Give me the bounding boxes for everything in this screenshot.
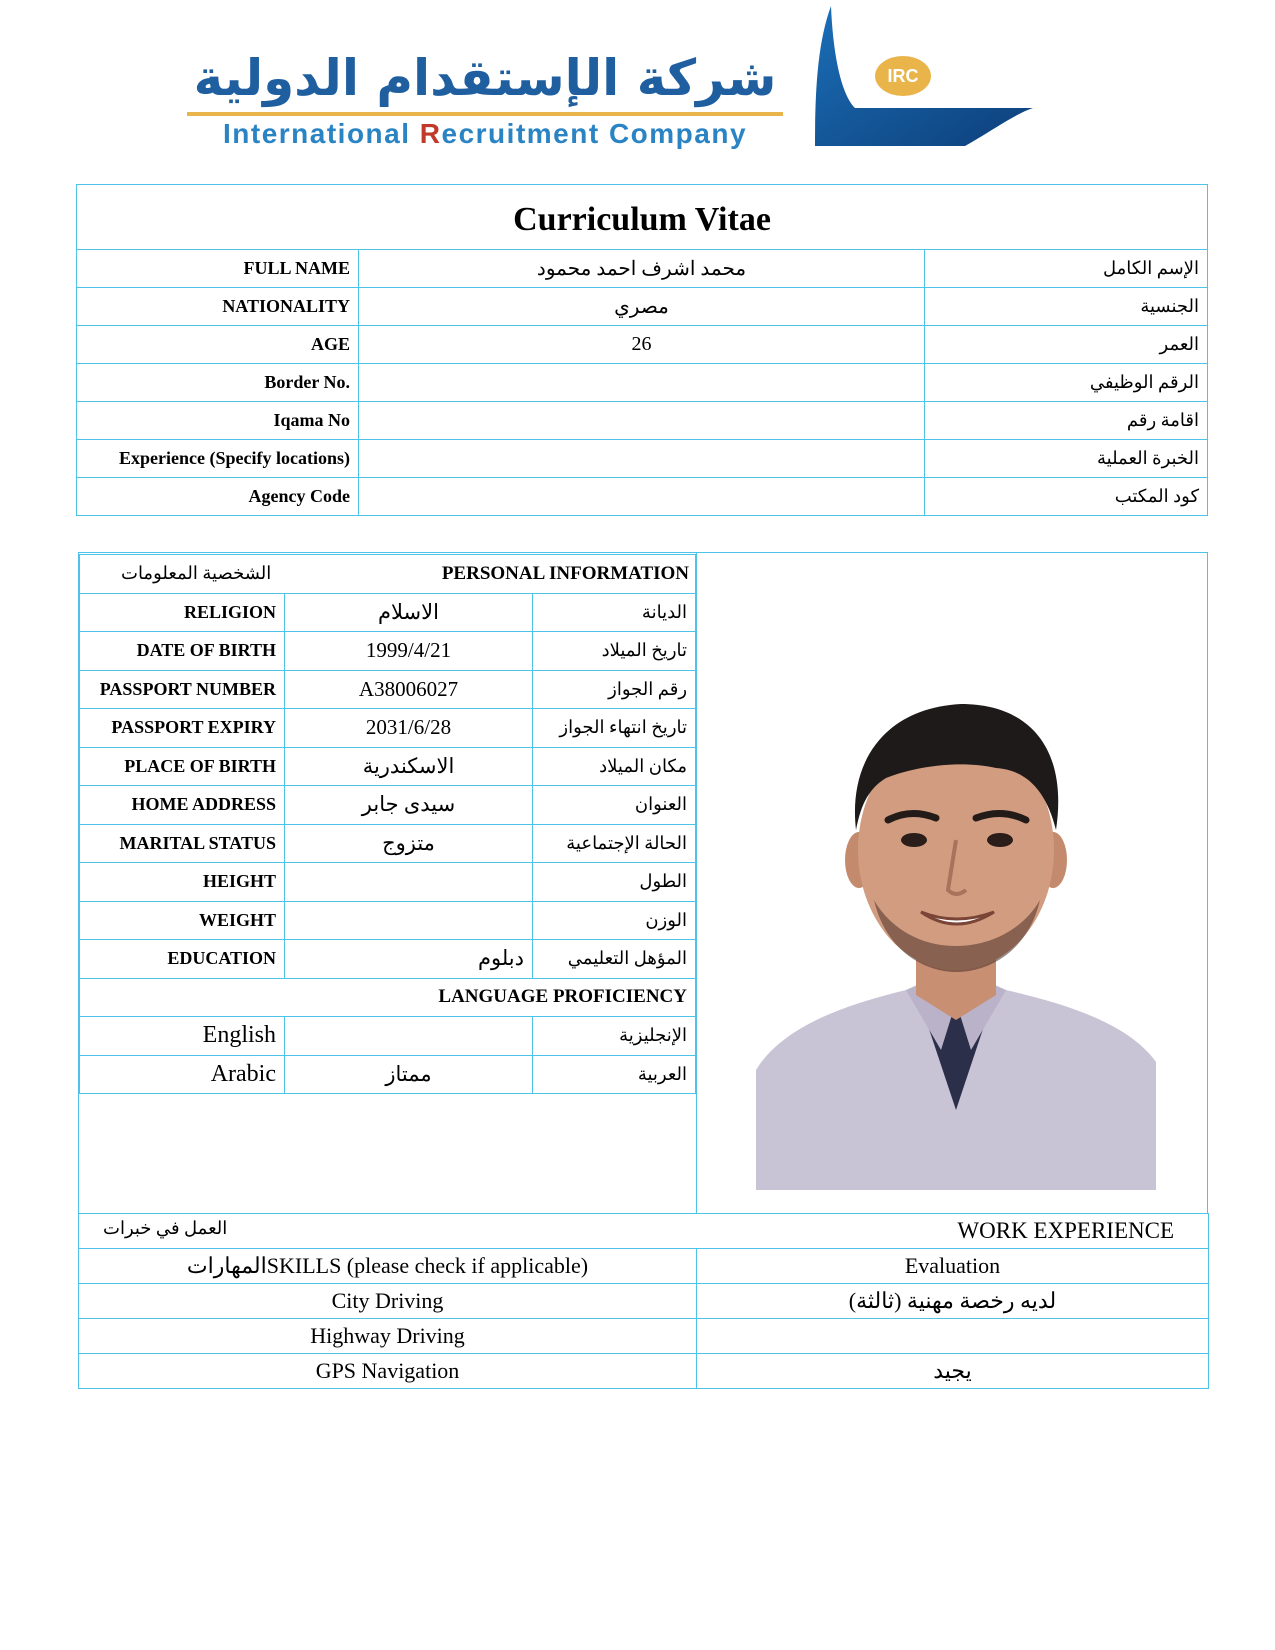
border-no-label-ar: الرقم الوظيفي [925, 364, 1208, 402]
height-label-ar: الطول [533, 863, 696, 902]
full-name-value: محمد اشرف احمد محمود [359, 250, 925, 288]
iqama-no-value [359, 402, 925, 440]
iqama-no-label-ar: اقامة رقم [925, 402, 1208, 440]
table-row [77, 478, 1208, 516]
table-row [77, 440, 1208, 478]
table-row [77, 402, 1208, 440]
language-arabic-label-ar: العربية [533, 1055, 696, 1094]
full-name-label-ar: الإسم الكامل [925, 250, 1208, 288]
border-no-label: Border No. [77, 364, 359, 402]
language-arabic-value: ممتاز [285, 1055, 533, 1094]
date-of-birth-label-ar: تاريخ الميلاد [533, 632, 696, 671]
nationality-label-ar: الجنسية [925, 288, 1208, 326]
experience-label-ar: الخبرة العملية [925, 440, 1208, 478]
education-label-ar: المؤهل التعليمي [533, 940, 696, 979]
language-english-label-ar: الإنجليزية [533, 1017, 696, 1056]
nationality-value: مصري [359, 288, 925, 326]
place-of-birth-label-ar: مكان الميلاد [533, 747, 696, 786]
skill-city-driving: City Driving [79, 1284, 697, 1319]
weight-label: WEIGHT [80, 901, 285, 940]
education-value: دبلوم [285, 940, 533, 979]
agency-code-value [359, 478, 925, 516]
work-experience-header-ar: العمل في خبرات [103, 1218, 228, 1238]
personal-info-table [79, 554, 696, 1094]
passport-number-label: PASSPORT NUMBER [80, 670, 285, 709]
passport-expiry-value: 2031/6/28 [285, 709, 533, 748]
religion-label: RELIGION [80, 593, 285, 632]
table-row [80, 709, 696, 748]
passport-number-value: A38006027 [285, 670, 533, 709]
table-row [80, 1017, 696, 1056]
table-row [80, 1055, 696, 1094]
skill-highway-driving-evaluation [697, 1319, 1209, 1354]
skill-gps-navigation-evaluation: يجيد [697, 1354, 1209, 1389]
weight-value [285, 901, 533, 940]
cv-title: Curriculum Vitae [77, 185, 1208, 250]
skill-highway-driving: Highway Driving [79, 1319, 697, 1354]
passport-number-label-ar: رقم الجواز [533, 670, 696, 709]
language-english-label: English [80, 1017, 285, 1056]
table-row [80, 786, 696, 825]
passport-expiry-label: PASSPORT EXPIRY [80, 709, 285, 748]
language-arabic-label: Arabic [80, 1055, 285, 1094]
marital-status-label: MARITAL STATUS [80, 824, 285, 863]
language-english-value [285, 1017, 533, 1056]
height-label: HEIGHT [80, 863, 285, 902]
table-row [80, 747, 696, 786]
place-of-birth-label: PLACE OF BIRTH [80, 747, 285, 786]
skills-header: المهاراتSKILLS (please check if applicable) [79, 1249, 697, 1284]
language-proficiency-header: LANGUAGE PROFICIENCY [80, 978, 696, 1017]
personal-info-header [80, 555, 696, 594]
table-row [77, 364, 1208, 402]
table-row [80, 901, 696, 940]
date-of-birth-label: DATE OF BIRTH [80, 632, 285, 671]
agency-code-label: Agency Code [77, 478, 359, 516]
work-experience-header-en: WORK EXPERIENCE [957, 1218, 1174, 1243]
border-no-value [359, 364, 925, 402]
table-row [77, 288, 1208, 326]
table-row [79, 1319, 1209, 1354]
iqama-no-label: Iqama No [77, 402, 359, 440]
skill-city-driving-evaluation: لديه رخصة مهنية (ثالثة) [697, 1284, 1209, 1319]
table-row [80, 632, 696, 671]
age-value: 26 [359, 326, 925, 364]
experience-value [359, 440, 925, 478]
weight-label-ar: الوزن [533, 901, 696, 940]
work-experience-header [79, 1214, 1209, 1249]
table-row [77, 250, 1208, 288]
home-address-label: HOME ADDRESS [80, 786, 285, 825]
marital-status-value: متزوج [285, 824, 533, 863]
religion-label-ar: الديانة [533, 593, 696, 632]
table-row [80, 824, 696, 863]
home-address-label-ar: العنوان [533, 786, 696, 825]
personal-info-header-en: PERSONAL INFORMATION [441, 562, 690, 584]
evaluation-header: Evaluation [697, 1249, 1209, 1284]
religion-value: الاسلام [285, 593, 533, 632]
agency-code-label-ar: كود المكتب [925, 478, 1208, 516]
applicant-photo [756, 690, 1156, 1190]
work-experience-table [78, 1213, 1209, 1389]
date-of-birth-value: 1999/4/21 [285, 632, 533, 671]
height-value [285, 863, 533, 902]
full-name-label: FULL NAME [77, 250, 359, 288]
skills-header-row [79, 1249, 1209, 1284]
table-row [79, 1354, 1209, 1389]
company-name-arabic: شركة الإستقدام الدولية [193, 49, 777, 107]
company-name-english: International Recruitment Company [222, 118, 748, 149]
table-row [79, 1284, 1209, 1319]
table-row [77, 326, 1208, 364]
age-label: AGE [77, 326, 359, 364]
table-row [80, 670, 696, 709]
table-row [80, 863, 696, 902]
skill-gps-navigation: GPS Navigation [79, 1354, 697, 1389]
place-of-birth-value: الاسكندرية [285, 747, 533, 786]
irc-badge: IRC [875, 56, 931, 96]
company-logo [175, 0, 1035, 168]
home-address-value: سيدى جابر [285, 786, 533, 825]
table-row [80, 593, 696, 632]
education-label: EDUCATION [80, 940, 285, 979]
cv-summary-table [76, 184, 1208, 516]
personal-info-header-ar: الشخصية المعلومات [121, 562, 272, 583]
table-row [80, 940, 696, 979]
marital-status-label-ar: الحالة الإجتماعية [533, 824, 696, 863]
experience-label: Experience (Specify locations) [77, 440, 359, 478]
language-header-row [80, 978, 696, 1017]
age-label-ar: العمر [925, 326, 1208, 364]
passport-expiry-label-ar: تاريخ انتهاء الجواز [533, 709, 696, 748]
nationality-label: NATIONALITY [77, 288, 359, 326]
